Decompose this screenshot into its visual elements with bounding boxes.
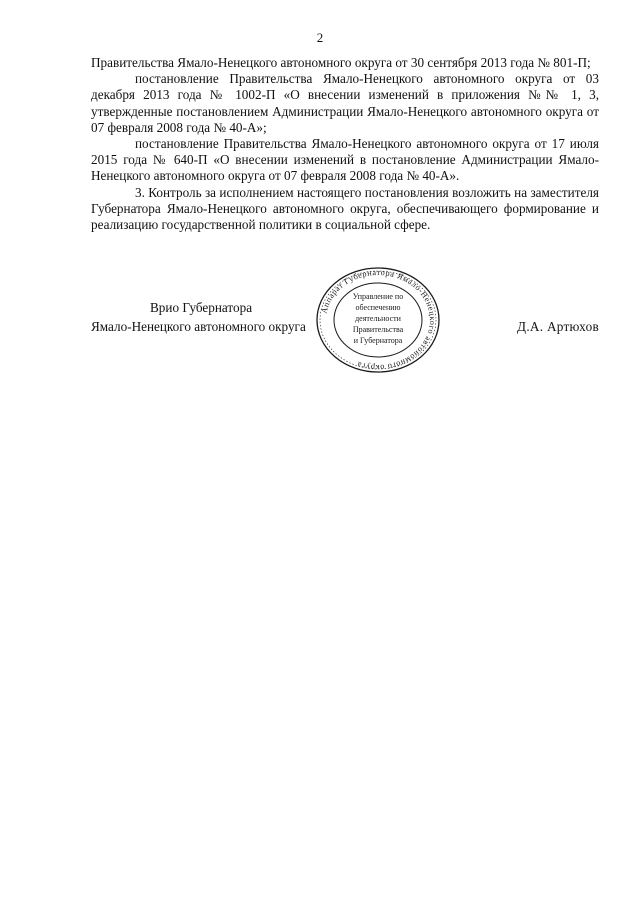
seal-center-line: обеспечению (355, 303, 401, 312)
signature-position-line-2: Ямало-Ненецкого автономного округа (91, 319, 306, 334)
signature-position-line-1: Врио Губернатора (150, 300, 253, 315)
seal-center-line: деятельности (355, 314, 401, 323)
seal-center-line: Правительства (352, 325, 404, 334)
page-number: 2 (316, 30, 324, 45)
document-body (91, 55, 599, 233)
signatory-name: Д.А. Артюхов (517, 319, 599, 334)
seal-ring-text: Аппарат Губернатора Ямало-Ненецкого автономного округа (319, 267, 438, 373)
paragraph-continuation: Правительства Ямало-Ненецкого автономного округа от 30 сентября 2013 года № 801-П; (91, 55, 591, 70)
seal-center-line: Управление по (352, 292, 404, 301)
paragraph-decree-640: постановление Правительства Ямало-Ненецкого автономного округа от 17 июля 2015 года № 640-П «О внесении изменений в постановление Администрации Ямало-Ненецкого автономного округа от 07 февраля 2008 года № 40-А». (91, 136, 599, 184)
paragraph-decree-1002: постановление Правительства Ямало-Ненецкого автономного округа от 03 декабря 2013 года № 1002-П «О внесении изменений в приложения №№ 1, 3, утвержденные постановлением Администрации Ямало-Ненецкого автономного округа от 07 февраля 2008 года № 40-А»; (91, 71, 599, 135)
seal-center-line: и Губернатора (353, 336, 403, 345)
paragraph-control-clause: 3. Контроль за исполнением настоящего постановления возложить на заместителя Губернатора Ямало-Ненецкого автономного округа, обеспечивающего формирование и реализацию государственной политики в социальной сфере. (91, 184, 599, 233)
official-seal-stamp (313, 265, 443, 375)
